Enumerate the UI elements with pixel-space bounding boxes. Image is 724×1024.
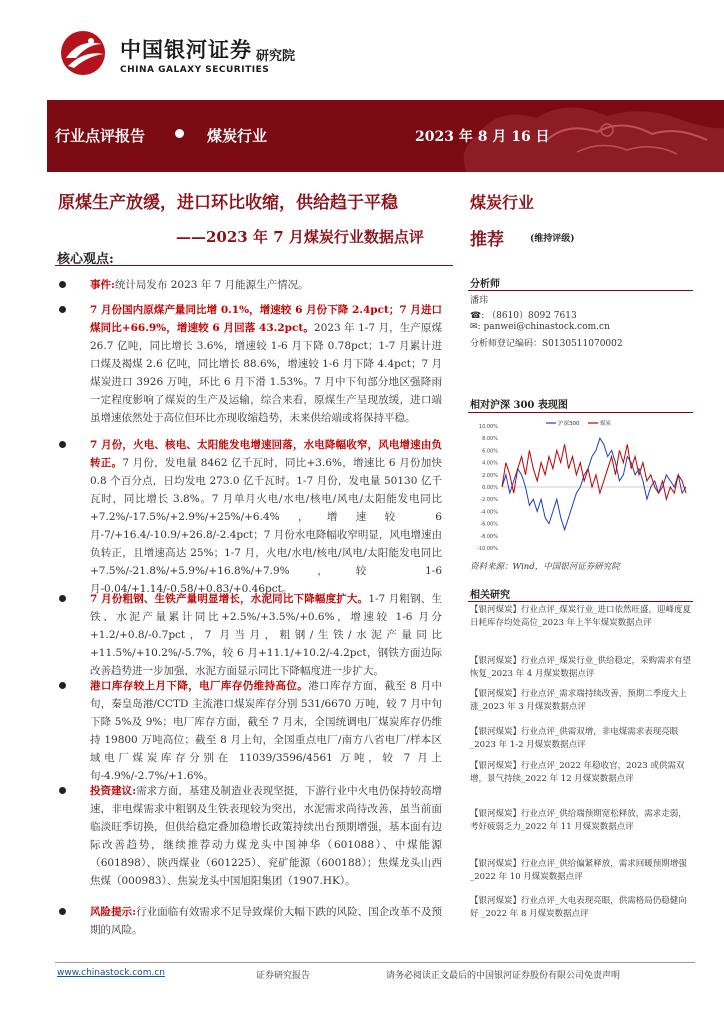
core-views-heading: 核心观点: bbox=[57, 252, 114, 267]
bullet-body: 需求方面，基建及制造业表现坚挺，下游行业中火电仍保持较高增速，非电煤需求中粗钢及生铁表现较为突出，水泥需求尚待改善，虽当前面临淡旺季切换，但供给稳定叠加稳增长政策持续出台预期增强，基本面有边际改善趋势，继续推荐动力煤龙头中国神华（601088）、中煤能源（601898）、陕西煤业（601225）、兖矿能源（600188）；焦煤龙头山西焦煤（000983）、焦炭龙头中国旭阳集团（1907.HK）。 bbox=[90, 785, 442, 887]
related-research-item[interactable]: 【银河煤炭】行业点评_煤炭行业_进口依然旺盛，迎峰度夏日耗库存均处高位_2023 年上半年煤炭数据点评 bbox=[470, 605, 692, 628]
bullet-body: 7 月份，发电量 8462 亿千瓦时，同比+3.6%，增速比 6 月份加快 0.8 个百分点，日均发电 273.0 亿千瓦时。1-7 月份，发电量 50130 亿千瓦时，同比增长 3.8%。7 月单月火电/水电/核电/风电/太阳能发电同比+7.2%/-17.5%/+2.9%/+25%/+6.4%，增速较 6 月-7/+16.4/-10.9/+26.8/-2.4pct；7 月份水电降幅收窄明显，风电增速由负转正，且增速高达 25%；1-7 月，火电/水电/核电/风电/太阳能发电同比+7.5%/-21.8%/+5.9%/+16.8%/+7.9%，较 1-6 月-0.04/+1.14/-0.58/+0.83/+0.46pct。 bbox=[90, 457, 443, 595]
footer-divider bbox=[55, 962, 695, 963]
related-research-item[interactable]: 【银河煤炭】行业点评_煤炭行业_供给稳定，采购需求有望恢复_2023 年 4 月煤炭数据点评 bbox=[470, 656, 692, 679]
brand-name-en: CHINA GALAXY SECURITIES bbox=[120, 65, 270, 75]
bullet-label: 投资建议: bbox=[90, 785, 137, 797]
bullet-body: 统计局发布 2023 年 7 月能源生产情况。 bbox=[114, 279, 309, 291]
y-tick-label: -6.00% bbox=[480, 521, 498, 528]
related-research-item[interactable]: 【银河煤炭】行业点评_供需双增，非电煤需求表现亮眼 _2023 年 1-2 月煤炭数据点评 bbox=[470, 727, 679, 750]
institute-label: 研究院 bbox=[256, 49, 296, 64]
y-tick-label: -8.00% bbox=[480, 533, 498, 540]
report-type-label: 行业点评报告 bbox=[55, 127, 146, 145]
bullet-label: 事件: bbox=[90, 279, 115, 291]
phone-icon: ☎: bbox=[470, 311, 485, 321]
related-research-item[interactable]: 【银河煤炭】行业点评_供给端预期宽松释放，需求走弱，考好疲弱乏力_2022 年 11 月煤炭数据点评 bbox=[470, 809, 687, 832]
y-tick-label: -4.00% bbox=[480, 509, 498, 516]
rating-label: 推荐 bbox=[470, 230, 504, 250]
bullet-dot bbox=[59, 306, 66, 313]
email-icon: ✉: bbox=[470, 322, 481, 332]
related-research-item[interactable]: 【银河煤炭】行业点评_需求端持续改善，预期二季度大上涨_2023 年 3 月煤炭数据点评 bbox=[470, 689, 687, 712]
footer-doc-type: 证券研究报告 bbox=[256, 971, 311, 981]
bullet-dot bbox=[59, 787, 66, 794]
y-tick-label: -10.00% bbox=[477, 546, 498, 552]
side-industry-label: 煤炭行业 bbox=[470, 193, 535, 212]
industry-label: 煤炭行业 bbox=[207, 127, 268, 145]
footer-website-link[interactable]: www.chinastock.com.cn bbox=[57, 968, 165, 978]
phone-number: （8610）8092 7613 bbox=[487, 311, 577, 321]
chart-legend bbox=[546, 419, 612, 427]
bullet-body: 1-7 月粗钢、生铁、水泥产量累计同比+2.5%/+3.5%/+0.6%，增速较 1-6 月分+1.2/+0.8/-0.7pct，7 月当月，粗钢/生铁/水泥产量同比+11.5%/+10.2%/-5.7%，较 6 月+11.1/+10.2/-4.2pct，钢铁方面边际改善趋势进一步加强，水泥方面显示同比下降幅度进一步扩大。 bbox=[90, 593, 442, 677]
bullet-highlight: 港口库存较上月下降，电厂库存仍维持高位。 bbox=[90, 680, 309, 692]
bullet-body: 行业面临有效需求不足导致煤价大幅下跌的风险、国企改革不及预期的风险。 bbox=[90, 906, 442, 936]
analyst-name: 潘玮 bbox=[470, 296, 489, 306]
side-divider bbox=[468, 601, 693, 602]
bullet-dot bbox=[59, 595, 66, 602]
legend-label: 沪深300 bbox=[558, 421, 580, 427]
analyst-license: 分析师登记编码：S0130511070002 bbox=[470, 339, 623, 349]
separator-dot bbox=[175, 129, 184, 138]
report-subtitle: ——2023 年 7 月煤炭行业数据点评 bbox=[176, 228, 424, 246]
bullet-highlight: 7 月份国内原煤产量同比增 0.1%，增速较 6 月份下降 2.4pct；7 月进口煤同比+66.9%，增速较 6 月回落 43.2pct。 bbox=[90, 304, 442, 334]
y-tick-label: 6.00% bbox=[482, 448, 498, 455]
y-tick-label: -2.00% bbox=[480, 497, 498, 504]
bullet-dot bbox=[59, 908, 66, 915]
report-date: 2023 年 8 月 16 日 bbox=[415, 129, 550, 145]
y-tick-label: 10.00% bbox=[478, 424, 498, 430]
chart-heading: 相对沪深 300 表现图 bbox=[470, 400, 568, 411]
side-divider bbox=[468, 290, 693, 291]
legend-label: 煤炭 bbox=[600, 421, 612, 427]
related-research-heading: 相关研究 bbox=[470, 590, 510, 601]
footer-disclaimer: 请务必阅读正文最后的中国银河证券股份有限公司免责声明 bbox=[386, 971, 621, 981]
section-divider bbox=[55, 265, 453, 266]
email-link[interactable]: panwei@chinastock.com.cn bbox=[483, 322, 610, 332]
analyst-phone bbox=[470, 308, 577, 321]
bullet-dot bbox=[59, 281, 66, 288]
related-research-item[interactable]: 【银河煤炭】行业点评_2022 年稳收官，2023 或供需双增，景气持续_2022 年 12 月煤炭数据点评 bbox=[470, 761, 685, 784]
bullet-body: 2023 年 1-7 月，生产原煤 26.7 亿吨，同比增长 3.6%，增速较 1-6 月下降 0.78pct；1-7 月累计进口煤及褐煤 2.6 亿吨，同比增长 88.6%，增速较 1-6 月下降 4.4pct；7 月煤炭进口 3926 万吨，环比 6 月下滑 1.53%。7 月中下旬部分地区强降雨一定程度影响了煤炭的生产及运输，综合来看，原煤生产呈现放缓，进口端虽增速依然处于高位但环比亦现收缩趋势，未来供给端或将保持平稳。 bbox=[90, 322, 442, 424]
bullet-dot bbox=[59, 441, 66, 448]
bullet-body: 港口库存方面，截至 8 月中旬，秦皇岛港/CCTD 主流港口煤炭库存分别 531/6670 万吨，较 7 月中旬下降 5%及 9%；电厂库存方面，截至 7 月末，全国统调电厂煤炭库存仍维持 19800 万吨高位；截至 8 月上旬，全国重点电厂/南方八省电厂/样本区域电厂煤炭库存分别在 11039/3596/4561 万吨，较 7 月上旬-4.9%/-2.7%/+1.6%。 bbox=[90, 680, 443, 782]
bullet-dot bbox=[59, 682, 66, 689]
chart-source: 资料来源：Wind，中国银河证券研究院 bbox=[470, 562, 620, 572]
related-research-item[interactable]: 【银河煤炭】行业点评_大电表现亮眼，供需格局仍稳健向好 _2022 年 8 月煤炭数据点评 bbox=[470, 896, 687, 919]
cloud-pattern-icon bbox=[47, 100, 724, 172]
y-tick-label: 2.00% bbox=[482, 472, 498, 479]
report-banner bbox=[47, 100, 724, 172]
side-divider bbox=[468, 412, 693, 413]
analyst-heading: 分析师 bbox=[470, 279, 500, 290]
y-tick-label: 8.00% bbox=[482, 436, 498, 443]
bullet-highlight: 7 月份粗钢、生铁产量明显增长，水泥同比下降幅度扩大。 bbox=[90, 593, 369, 605]
rating-note: (维持评级) bbox=[530, 234, 575, 244]
chart-series bbox=[502, 438, 686, 530]
analyst-email bbox=[470, 322, 610, 332]
report-title: 原煤生产放缓，进口环比收缩，供给趋于平稳 bbox=[58, 193, 398, 213]
brand-logo-area bbox=[58, 28, 418, 88]
y-tick-label: 0.00% bbox=[482, 485, 498, 491]
galaxy-logo-icon bbox=[58, 28, 108, 78]
relative-performance-chart bbox=[468, 418, 696, 558]
y-tick-label: 4.00% bbox=[482, 460, 498, 467]
bullet-label: 风险提示: bbox=[90, 906, 137, 918]
bullet-highlight: 7 月份，火电、核电、太阳能发电增速回落，水电降幅收窄，风电增速由负转正。 bbox=[90, 439, 442, 469]
related-research-item[interactable]: 【银河煤炭】行业点评_供给偏紧释放，需求回暖预期增强 _2022 年 10 月煤炭数据点评 bbox=[470, 859, 687, 882]
brand-name-cn: 中国银河证券 bbox=[120, 38, 252, 62]
